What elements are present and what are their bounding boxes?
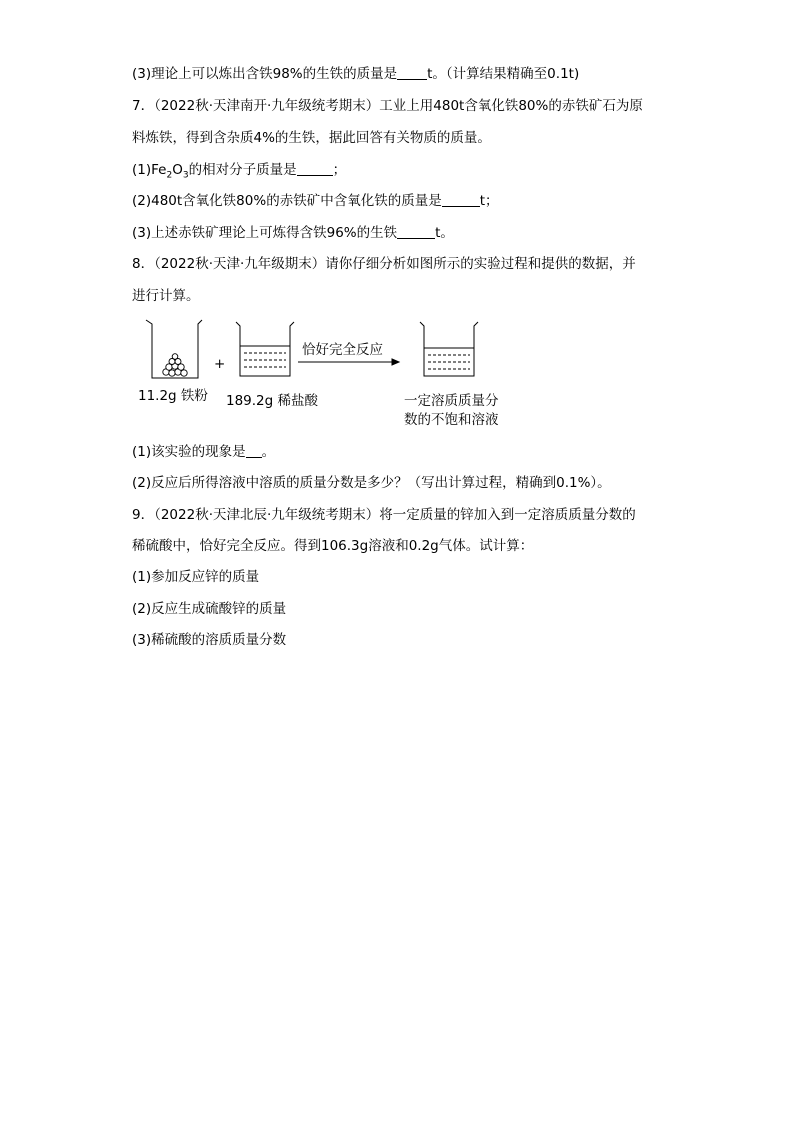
beaker2-label: 189.2g 稀盐酸 <box>226 393 319 409</box>
beaker1-label: 11.2g 铁粉 <box>138 388 208 404</box>
q7-stem-line-2: 料炼铁，得到含杂质4%的生铁，据此回答有关物质的质量。 <box>132 130 491 146</box>
q9-stem-line-2: 稀硫酸中，恰好完全反应。得到106.3g溶液和0.2g气体。试计算： <box>132 538 534 554</box>
q9-part2-line: (2)反应生成硫酸锌的质量 <box>132 601 287 617</box>
solution-liquid-dashes <box>428 355 470 369</box>
beaker3-label-line1: 一定溶质质量分 <box>404 393 499 409</box>
experiment-diagram <box>136 316 536 436</box>
q7-part1-text: 的相对分子质量是 <box>188 162 297 178</box>
answer-blank[interactable] <box>442 192 480 207</box>
q7-part2-line <box>132 191 499 211</box>
q6-part3-line <box>132 64 579 84</box>
q8-part1-text: (1)该实验的现象是 <box>132 444 246 460</box>
q8-stem-line-2: 进行计算。 <box>132 288 200 304</box>
answer-blank[interactable] <box>246 443 262 458</box>
q7-part1-tail: ； <box>332 162 347 178</box>
arrow-label: 恰好完全反应 <box>302 342 383 358</box>
formula-fe: (1)Fe <box>132 162 167 178</box>
q7-part3-text: (3)上述赤铁矿理论上可炼得含铁96%的生铁 <box>132 225 398 241</box>
iron-powder-granules <box>163 354 187 377</box>
answer-blank[interactable] <box>397 224 435 239</box>
q7-stem-line-1: 7．（2022秋·天津南开·九年级统考期末）工业上用480t含氧化铁80%的赤铁矿石为原 <box>132 98 643 114</box>
q7-part2-text: (2)480t含氧化铁80%的赤铁矿中含氧化铁的质量是 <box>132 193 442 209</box>
q9-part1-line: (1)参加反应锌的质量 <box>132 569 260 585</box>
q7-part1-line <box>132 160 346 186</box>
q7-part2-tail: t； <box>479 193 499 209</box>
beaker-hydrochloric-acid <box>236 322 294 376</box>
q6-part3-tail: t。（计算结果精确至0.1t) <box>427 66 580 82</box>
formula-subscript: 2 <box>166 170 173 181</box>
answer-blank[interactable] <box>297 161 333 176</box>
q8-part2-line: (2)反应后所得溶液中溶质的质量分数是多少？（写出计算过程，精确到0.1%）。 <box>132 475 611 491</box>
acid-liquid-dashes <box>244 353 286 367</box>
q7-part3-line <box>132 223 454 243</box>
beaker3-label-line2: 数的不饱和溶液 <box>404 412 499 428</box>
beaker-solution <box>420 322 478 376</box>
q9-stem-line-1: 9．（2022秋·天津北辰·九年级统考期末）将一定质量的锌加入到一定溶质质量分数的 <box>132 507 636 523</box>
q8-stem-line-1: 8．（2022秋·天津·九年级期末）请你仔细分析如图所示的实验过程和提供的数据，并 <box>132 256 636 272</box>
formula-o: O <box>172 162 183 178</box>
q6-part3-text: (3)理论上可以炼出含铁98%的生铁的质量是 <box>132 66 398 82</box>
q7-part3-tail: t。 <box>435 225 454 241</box>
q8-part1-tail: 。 <box>261 444 276 460</box>
answer-blank[interactable] <box>397 65 427 80</box>
formula-subscript: 3 <box>182 170 189 181</box>
q8-part1-line <box>132 442 275 462</box>
plus-sign: + <box>214 356 226 372</box>
q9-part3-line: (3)稀硫酸的溶质质量分数 <box>132 632 287 648</box>
